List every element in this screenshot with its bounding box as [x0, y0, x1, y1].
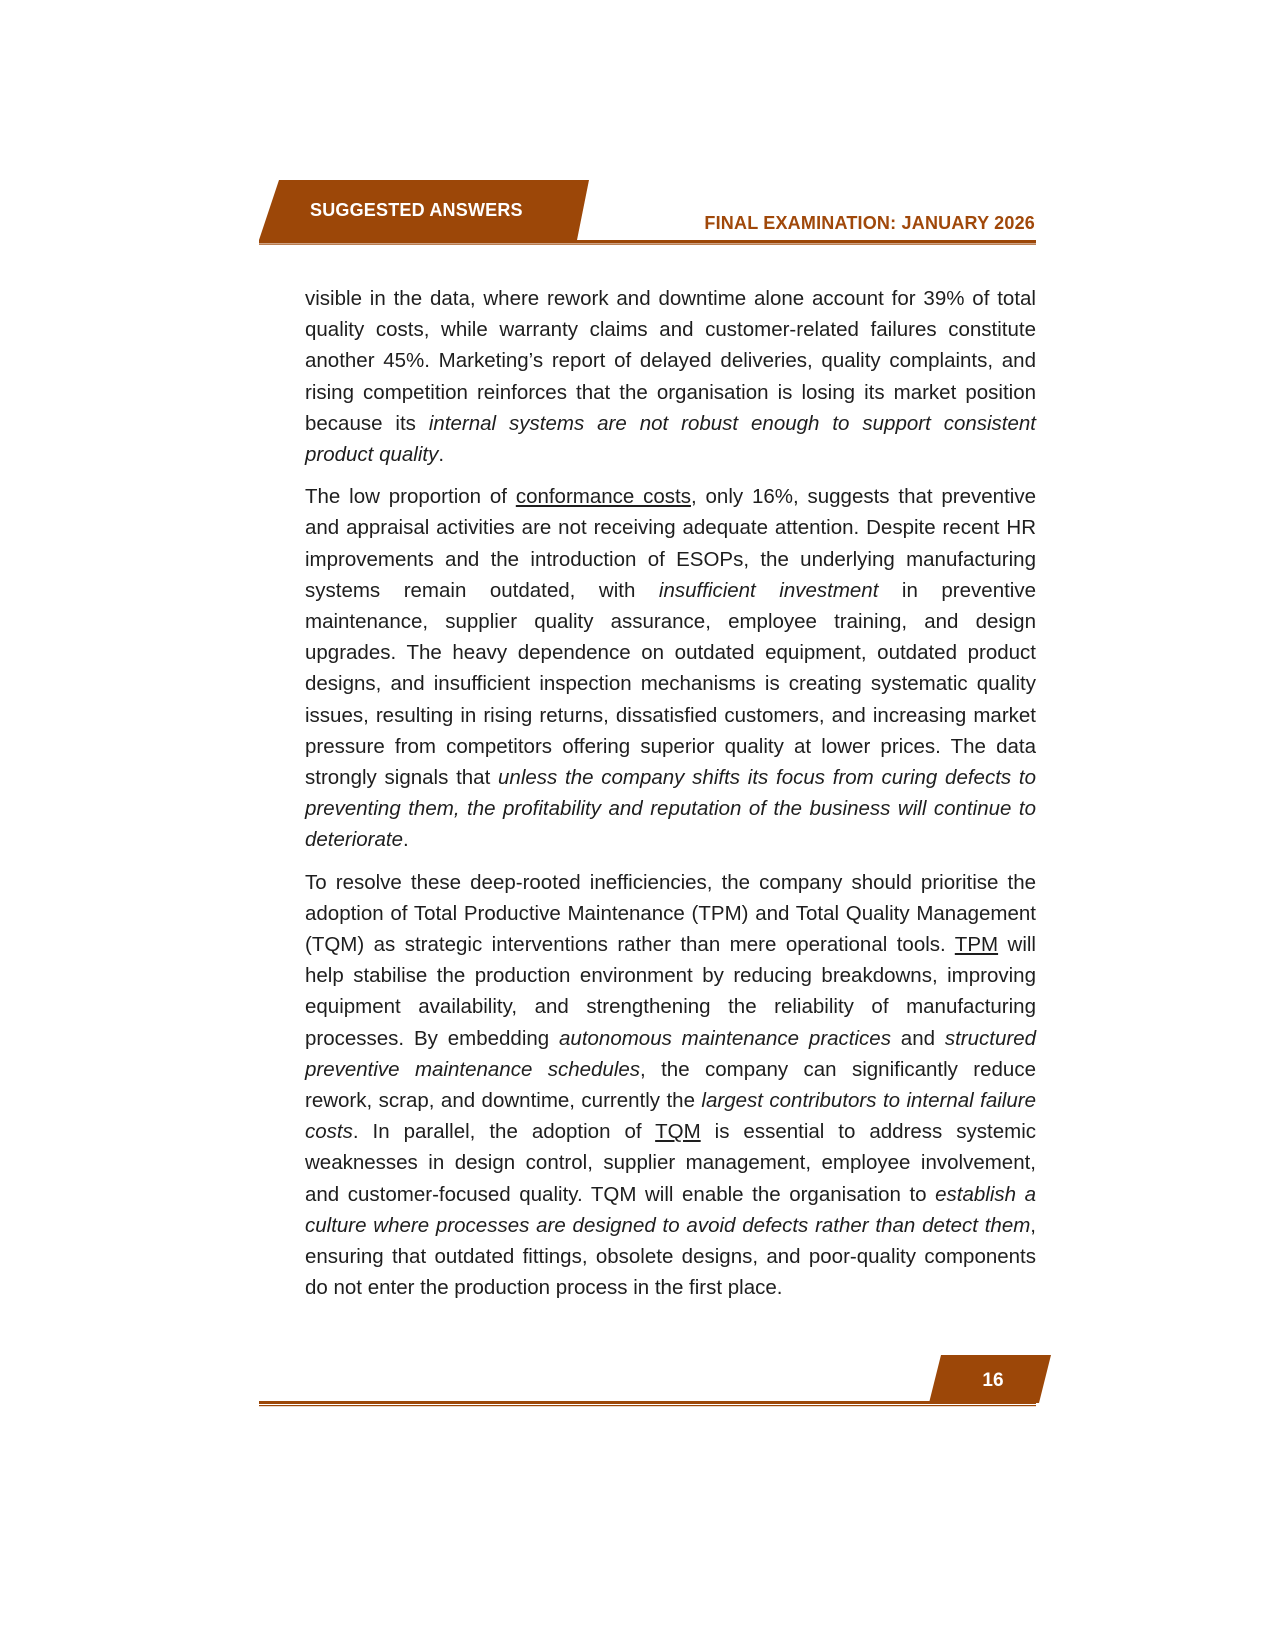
header-tab-label: SUGGESTED ANSWERS	[310, 200, 523, 220]
text-run: , ensuring that outdated fittings, obsolete designs, and poor-quality components do not enter the production process in the first place.	[305, 1213, 1036, 1300]
exam-title: FINAL EXAMINATION: JANUARY 2026	[704, 213, 1035, 233]
answer-body	[305, 283, 1036, 1315]
header-rule	[259, 240, 1036, 245]
emphasis-run: unless the company shifts its focus from curing defects to preventing them, the profitability and reputation of the business will continue to deteriorate	[305, 766, 1036, 852]
text-run: .	[438, 443, 445, 467]
paragraph-1	[305, 283, 1036, 470]
emphasis-run: internal systems are not robust enough to support consistent product quality	[305, 411, 1036, 467]
text-run: and	[890, 1026, 945, 1050]
underlined-term: conformance costs	[515, 485, 691, 509]
paragraph-3	[305, 867, 1036, 1304]
emphasis-run: autonomous maintenance practices	[559, 1026, 891, 1050]
page-number: 16	[982, 1370, 1004, 1391]
text-run: visible in the data, where rework and downtime alone account for 39% of total quality costs, while warranty claims and customer-related failures constitute another 45%. Marketing’s report of delayed deliveries, quality complaints, and rising competition reinforces that the organisation is losing its market position because its	[305, 287, 1036, 435]
text-run: is essential to address systemic weaknesses in design control, supplier management, employee involvement, and customer-focused quality. TQM will enable the organisation to	[305, 1120, 1036, 1206]
underlined-term: TQM	[655, 1120, 701, 1144]
paragraph-2	[305, 481, 1036, 855]
text-run: will help stabilise the production environment by reducing breakdowns, improving equipment availability, and strengthening the reliability of manufacturing processes. By embedding	[305, 933, 1036, 1050]
text-run: . In parallel, the adoption of	[352, 1120, 656, 1144]
emphasis-run: establish a culture where processes are designed to avoid defects rather than detect them	[305, 1182, 1036, 1237]
text-run: .	[403, 828, 409, 852]
emphasis-run: structured preventive maintenance schedules	[305, 1026, 1036, 1081]
text-run: , the company can significantly reduce rework, scrap, and downtime, currently the	[305, 1057, 1036, 1113]
underlined-term: TPM	[954, 933, 999, 957]
text-run: The low proportion of	[305, 485, 516, 509]
emphasis-run: insufficient investment	[658, 578, 879, 602]
text-run: , only 16%, suggests that preventive and appraisal activities are not receiving adequate attention. Despite recent HR improvements and the introduction of ESOPs, the underlying manufacturing systems remain outdated, with	[305, 485, 1036, 602]
text-run: To resolve these deep-rooted inefficiencies, the company should prioritise the adoption of Total Productive Maintenance (TPM) and Total Quality Management (TQM) as strategic interventions rather than mere operational tools.	[305, 870, 1036, 957]
emphasis-run: largest contributors to internal failure costs	[305, 1089, 1036, 1144]
text-run: in preventive maintenance, supplier quality assurance, employee training, and design upgrades. The heavy dependence on outdated equipment, outdated product designs, and insufficient inspection mechanisms is creating systematic quality issues, resulting in rising returns, dissatisfied customers, and increasing market pressure from competitors offering superior quality at lower prices. The data strongly signals that	[305, 578, 1036, 790]
